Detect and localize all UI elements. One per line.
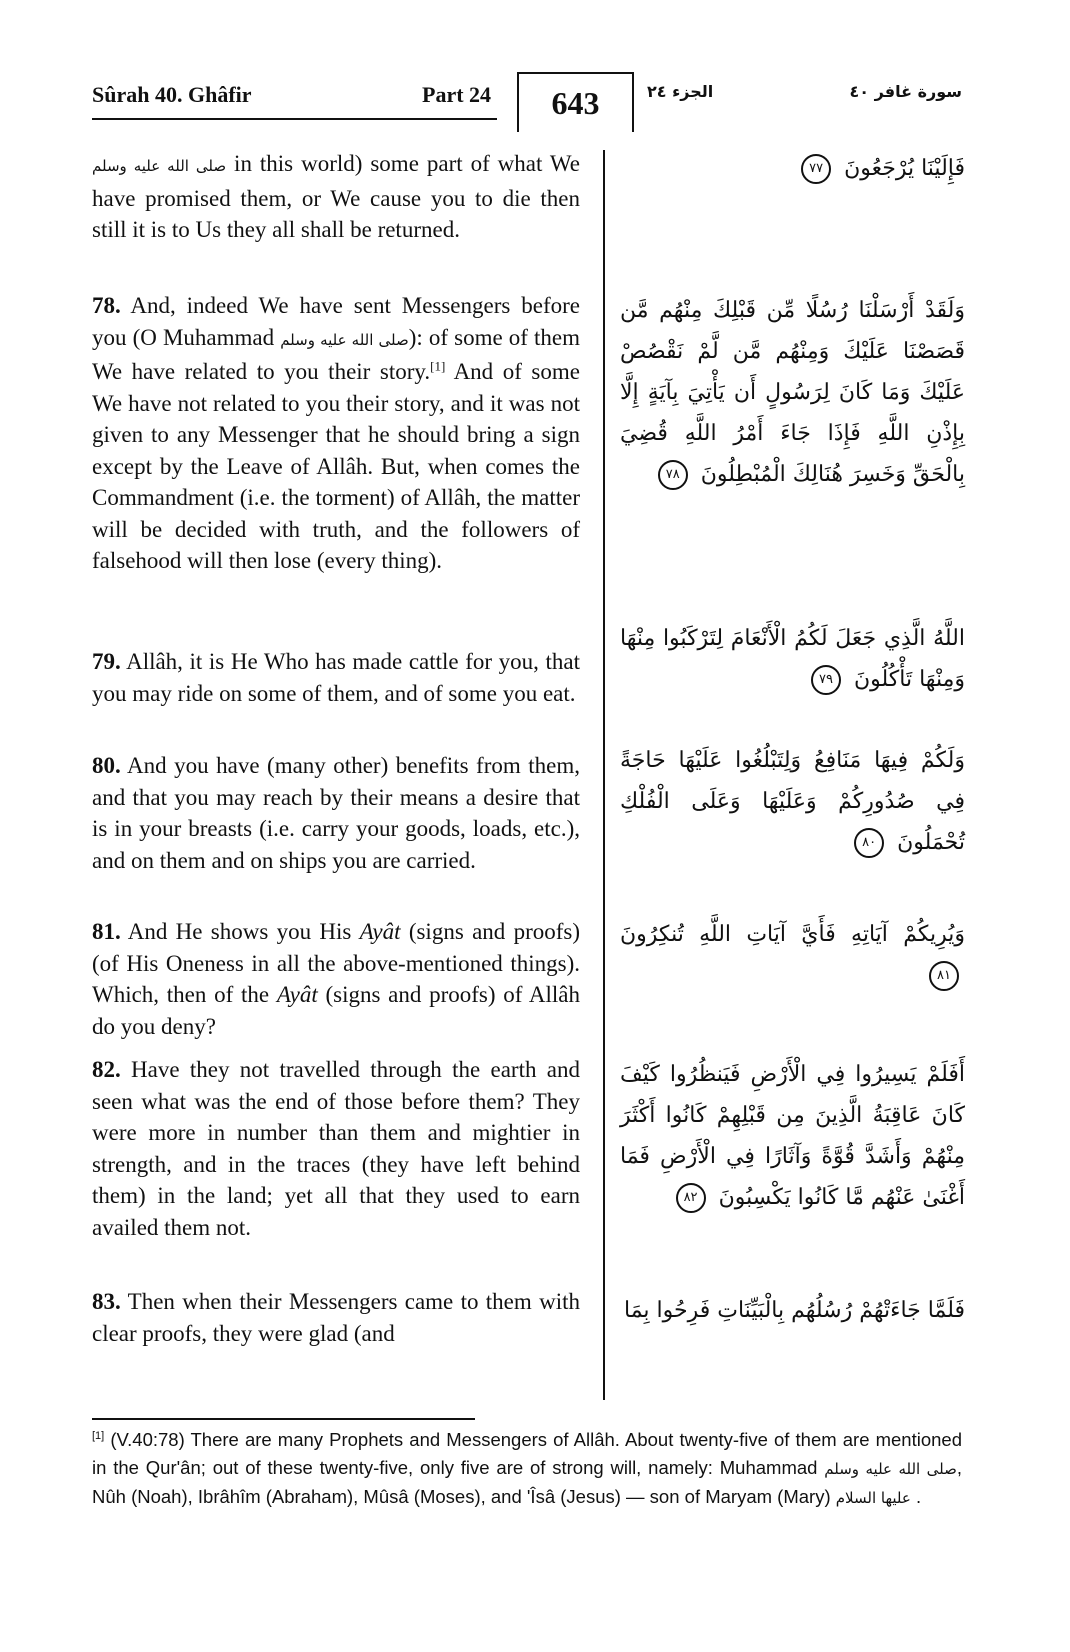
ayat-term: Ayât bbox=[276, 982, 318, 1007]
salutation-ar: صلى الله عليه وسلم bbox=[92, 157, 227, 175]
translation-verse-83 bbox=[92, 1286, 580, 1349]
part-label-ar: الجزء ٢٤ bbox=[647, 82, 714, 101]
translation-text: Have they not travelled through the earth and seen what was the end of those before them? They were more in number than them and mightier in strength, and in the traces (they have left behind them) in the land; yet all that they used to earn availed them not. bbox=[92, 1057, 580, 1240]
translation-text: And He shows you His bbox=[120, 919, 360, 944]
translation-verse-78 bbox=[92, 290, 580, 577]
translation-text: (signs and proofs) (of His Oneness in all the above-mentioned things). Which, then of the bbox=[92, 919, 580, 1007]
translation-text: And, indeed We have sent Messengers before you (O Muhammad bbox=[92, 293, 580, 350]
arabic-verse-81 bbox=[620, 914, 965, 996]
verse-number: 82. bbox=[92, 1057, 121, 1082]
surah-title-en: Sûrah 40. Ghâfir bbox=[92, 82, 252, 107]
page-number-box bbox=[517, 72, 634, 132]
ayah-number-icon: ٧٧ bbox=[801, 154, 831, 184]
column-divider bbox=[603, 150, 605, 1400]
footnote bbox=[92, 1426, 962, 1512]
surah-title-ar: سورة غافر ٤٠ bbox=[849, 82, 962, 101]
ayah-number-icon: ٨١ bbox=[929, 961, 959, 991]
arabic-text: وَلَكُمْ فِيهَا مَنَافِعُ وَلِتَبْلُغُوا عَلَيْهَا حَاجَةً فِي صُدُورِكُمْ وَعَلَيْهَا وَعَلَى الْفُلْكِ تُحْمَلُونَ bbox=[620, 748, 965, 855]
arabic-verse-79 bbox=[620, 618, 965, 700]
arabic-text: وَلَقَدْ أَرْسَلْنَا رُسُلًا مِّن قَبْلِكَ مِنْهُم مَّن قَصَصْنَا عَلَيْكَ وَمِنْهُم مَّن لَّمْ نَقْصُصْ عَلَيْكَ وَمَا كَانَ لِرَسُولٍ أَن يَأْتِيَ بِآيَةٍ إِلَّا بِإِذْنِ اللَّهِ فَإِذَا جَاءَ أَمْرُ اللَّهِ قُضِيَ بِالْحَقِّ وَخَسِرَ هُنَالِكَ الْمُبْطِلُونَ bbox=[620, 298, 965, 487]
footnote-text: , Nûh (Noah), Ibrâhîm (Abraham), Mûsâ (Moses), and 'Îsâ (Jesus) — son of Maryam (Mary) bbox=[92, 1457, 963, 1507]
footnote-rule bbox=[92, 1418, 475, 1420]
ayah-number-icon: ٨٠ bbox=[854, 828, 884, 858]
page-number: 643 bbox=[551, 85, 600, 121]
footnote-text: (V.40:78) There are many Prophets and Messengers of Allâh. About twenty-five of them are mentioned in the Qur'ân; out of these twenty-five, only five are of strong will, namely: Muhammad bbox=[92, 1429, 962, 1478]
ayah-number-icon: ٧٨ bbox=[658, 460, 688, 490]
salutation-ar: عليها السلام bbox=[835, 1489, 911, 1507]
page-header bbox=[92, 72, 962, 132]
verse-number: 83. bbox=[92, 1289, 121, 1314]
ayah-number-icon: ٨٢ bbox=[676, 1183, 706, 1213]
verse-number: 79. bbox=[92, 649, 121, 674]
translation-verse-80 bbox=[92, 750, 580, 876]
arabic-verse-80 bbox=[620, 740, 965, 863]
footnote-ref[interactable]: [1] bbox=[430, 358, 446, 374]
translation-text: And you have (many other) benefits from them, and that you may reach by their means a desire that is in your breasts (i.e. carry your goods, loads, etc.), and on them and on ships you are carried. bbox=[92, 753, 580, 873]
verse-number: 81. bbox=[92, 919, 121, 944]
arabic-text: فَلَمَّا جَاءَتْهُمْ رُسُلُهُم بِالْبَيِّنَاتِ فَرِحُوا بِمَا bbox=[624, 1298, 965, 1323]
salutation-ar: صلى الله عليه وسلم bbox=[280, 330, 409, 349]
translation-verse-79 bbox=[92, 646, 580, 709]
arabic-verse-82 bbox=[620, 1054, 965, 1218]
salutation-ar: صلى الله عليه وسلم bbox=[824, 1460, 957, 1478]
ayat-term: Ayât bbox=[359, 919, 401, 944]
ayah-number-icon: ٧٩ bbox=[811, 665, 841, 695]
translation-verse-81 bbox=[92, 916, 580, 1042]
arabic-text: أَفَلَمْ يَسِيرُوا فِي الْأَرْضِ فَيَنظُرُوا كَيْفَ كَانَ عَاقِبَةُ الَّذِينَ مِن قَبْلِهِمْ كَانُوا أَكْثَرَ مِنْهُمْ وَأَشَدَّ قُوَّةً وَآثَارًا فِي الْأَرْضِ فَمَا أَغْنَىٰ عَنْهُم مَّا كَانُوا يَكْسِبُونَ bbox=[620, 1062, 965, 1210]
arabic-verse-78 bbox=[620, 290, 965, 495]
footnote-marker: [1] bbox=[92, 1429, 105, 1442]
translation-text: Allâh, it is He Who has made cattle for you, that you may ride on some of them, and of some you eat. bbox=[92, 649, 580, 706]
part-label-en: Part 24 bbox=[422, 82, 492, 107]
translation-verse-82 bbox=[92, 1054, 580, 1243]
header-rule bbox=[92, 118, 497, 120]
arabic-verse-77 bbox=[620, 148, 965, 189]
translation-text: And of some We have not related to you their story, and it was not given to any Messenger that he should bring a sign except by the Leave of Allâh. But, when comes the Commandment (i.e. the torment) of Allâh, the matter will be decided with truth, and the followers of falsehood will then lose (every thing). bbox=[92, 359, 580, 573]
translation-continued bbox=[92, 148, 580, 246]
arabic-text: اللَّهُ الَّذِي جَعَلَ لَكُمُ الْأَنْعَامَ لِتَرْكَبُوا مِنْهَا وَمِنْهَا تَأْكُلُونَ bbox=[620, 626, 965, 692]
arabic-verse-83 bbox=[620, 1290, 965, 1331]
footnote-text: . bbox=[910, 1486, 922, 1507]
translation-text: (signs and proofs) of Allâh do you deny? bbox=[92, 982, 580, 1039]
arabic-text: وَيُرِيكُمْ آيَاتِهِ فَأَيَّ آيَاتِ اللَّهِ تُنكِرُونَ bbox=[620, 922, 965, 947]
verse-number: 80. bbox=[92, 753, 121, 778]
translation-text: Then when their Messengers came to them with clear proofs, they were glad (and bbox=[92, 1289, 580, 1346]
translation-text: in this world) some part of what We have promised them, or We cause you to die then still it is to Us they all shall be returned. bbox=[92, 151, 580, 242]
verse-number: 78. bbox=[92, 293, 121, 318]
arabic-text: فَإِلَيْنَا يُرْجَعُونَ bbox=[844, 156, 965, 181]
translation-text: ): of some of them We have related to you their story. bbox=[92, 324, 581, 384]
